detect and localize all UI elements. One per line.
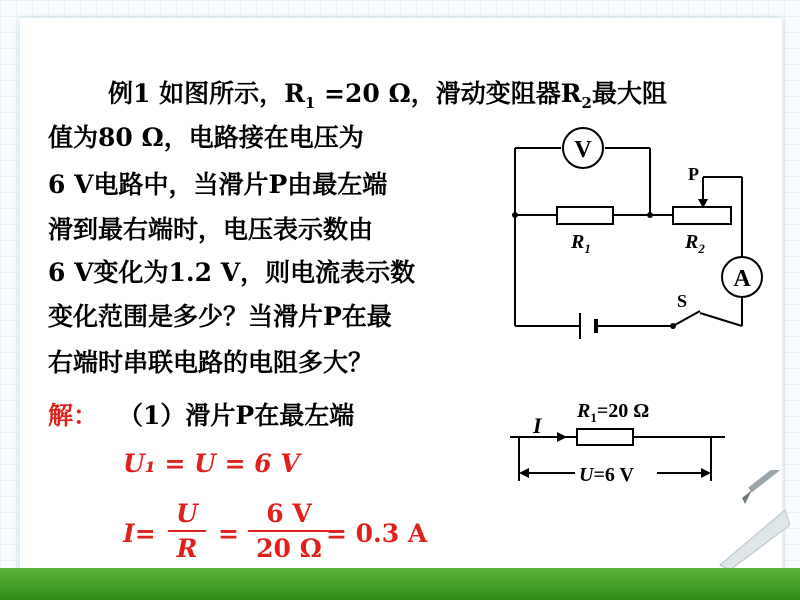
- fraction-denominator-r: R: [176, 534, 198, 563]
- problem-line-6: 变化范围是多少？当滑片P在最: [48, 302, 392, 331]
- voltmeter-label: V: [574, 137, 592, 163]
- fraction-numerator-6v: 6 V: [266, 499, 312, 528]
- problem-line-3: 6 V电路中，当滑片P由最左端: [48, 170, 388, 199]
- voltage-label: U=6 V: [579, 464, 634, 486]
- current-label: I: [533, 413, 542, 438]
- resistor-r1-series: [577, 429, 633, 445]
- slider-p-label: P: [688, 164, 699, 184]
- fraction-denominator-20ohm: 20 Ω: [256, 534, 322, 563]
- r1-value-label: $R_1=20$ Ω: [577, 400, 650, 425]
- r2-label: $R_2$: [685, 231, 705, 256]
- junction-dot-left: [512, 212, 518, 218]
- voltage-arrow-left-icon: [519, 468, 529, 478]
- junction-dot-right: [647, 212, 653, 218]
- problem-line-7: 右端时串联电路的电阻多大？: [48, 348, 374, 377]
- switch-lever: [673, 311, 700, 326]
- pencil-ruler-decoration: [690, 470, 790, 570]
- equation-voltage: U₁ = U = 6 V: [123, 449, 300, 478]
- ruler-icon: [720, 510, 790, 570]
- circuit-diagram: [495, 115, 785, 345]
- pencil-icon: [750, 470, 782, 490]
- equals-sign: =: [218, 519, 239, 548]
- footer-bar: [0, 568, 800, 600]
- current-arrow-icon: [557, 432, 567, 442]
- problem-line-4: 滑到最右端时，电压表示数由: [48, 215, 374, 244]
- solution-label: 解：: [48, 401, 99, 430]
- problem-line-2: 值为80 Ω，电路接在电压为: [48, 123, 364, 152]
- solution-step-1: （1）滑片P在最左端: [118, 401, 355, 430]
- problem-line-1: 例1 如图所示，$R_1 =20$ Ω，滑动变阻器$R_2$最大阻: [108, 79, 667, 112]
- equation-current-result: = 0.3 A: [326, 519, 428, 548]
- problem-line-5: 6 V变化为1.2 V，则电流表示数: [48, 258, 416, 287]
- rheostat-r2: [673, 207, 731, 224]
- equation-current-lhs: I=: [123, 519, 156, 548]
- r1-label: $R_1$: [571, 231, 591, 256]
- switch-label: S: [677, 291, 688, 311]
- fraction-bar-2: [248, 530, 330, 532]
- fraction-bar-1: [168, 530, 206, 532]
- resistor-r1: [557, 207, 613, 224]
- fraction-numerator-u: U: [176, 499, 198, 528]
- ammeter-label: A: [733, 266, 751, 292]
